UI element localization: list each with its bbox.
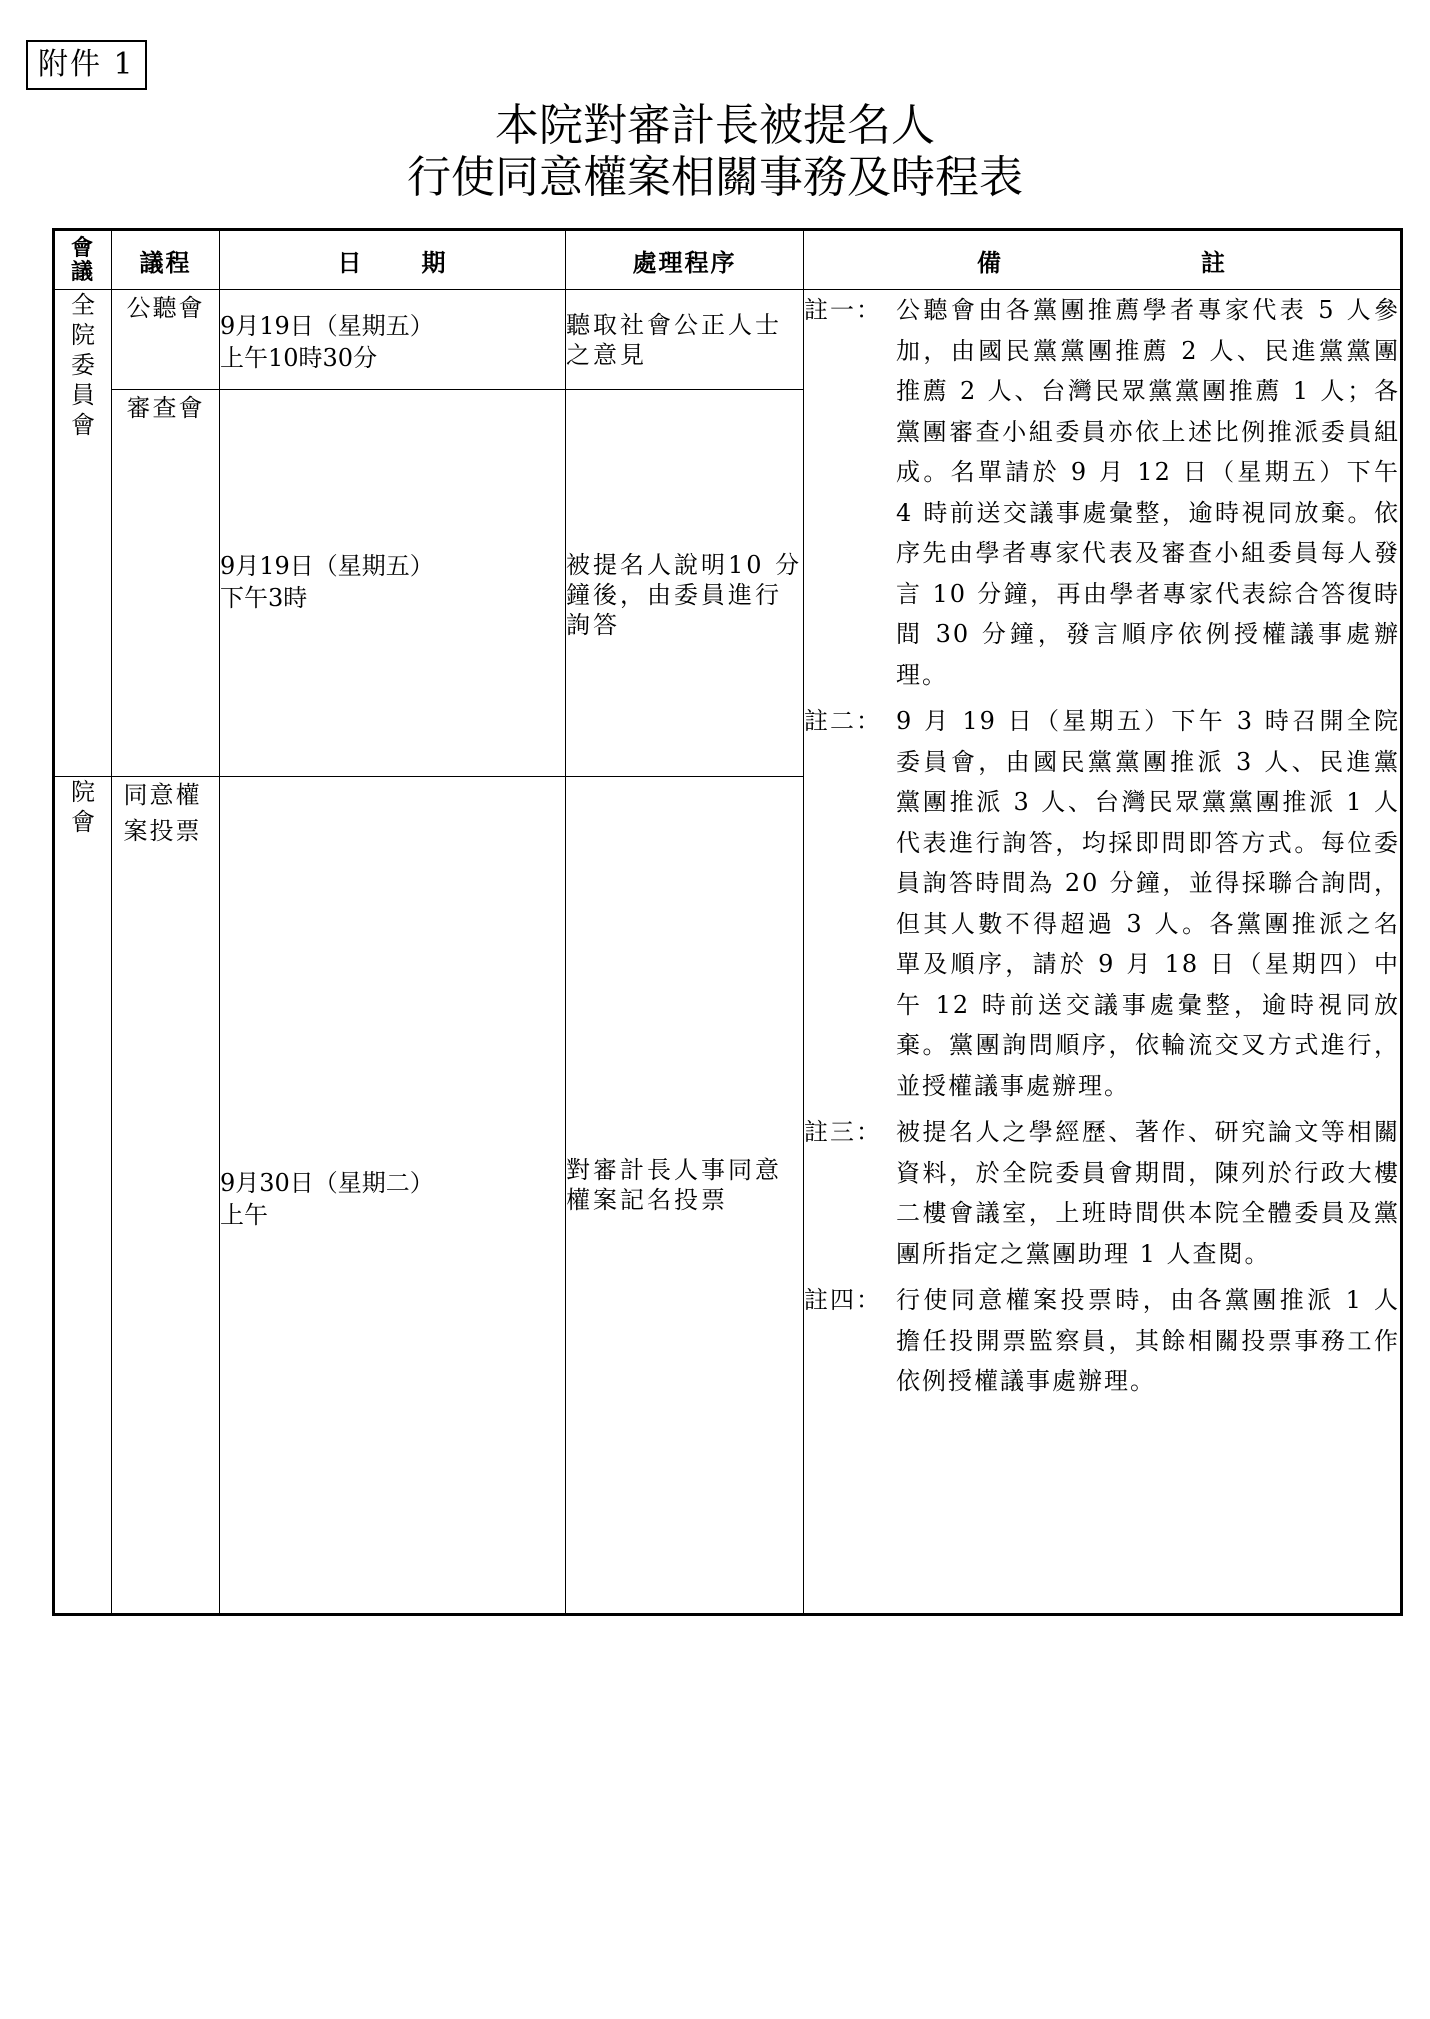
meeting-group-committee: 全院委員會	[54, 290, 112, 777]
table-header-row	[54, 230, 1402, 290]
agenda-cell: 審查會	[112, 390, 220, 777]
procedure-cell: 對審計長人事同意權案記名投票	[566, 777, 804, 1615]
note-text: 被提名人之學經歷、著作、研究論文等相關資料，於全院委員會期間，陳列於行政大樓二樓會議室，上班時間供本院全體委員及黨團所指定之黨團助理 1 人查閱。	[896, 1118, 1400, 1268]
time-line: 上午	[220, 1201, 268, 1229]
agenda-cell: 同意權案投票	[112, 777, 220, 1615]
note-2	[804, 701, 1400, 1106]
schedule-table	[52, 228, 1403, 1616]
note-1	[804, 290, 1400, 695]
header-procedure: 處理程序	[566, 230, 804, 290]
date-cell	[220, 290, 566, 390]
table-row	[54, 290, 1402, 390]
procedure-cell: 聽取社會公正人士之意見	[566, 290, 804, 390]
attachment-label: 附件 1	[26, 40, 147, 90]
procedure-cell: 被提名人說明10 分鐘後，由委員進行詢答	[566, 390, 804, 777]
time-line: 上午10時30分	[220, 344, 378, 372]
note-label: 註四：	[804, 1286, 882, 1314]
note-text: 行使同意權案投票時，由各黨團推派 1 人擔任投開票監察員，其餘相關投票事務工作依例授權議事處辦理。	[896, 1286, 1400, 1395]
note-4	[804, 1280, 1400, 1402]
header-remarks: 備註	[804, 230, 1402, 290]
date-cell	[220, 777, 566, 1615]
agenda-cell: 公聽會	[112, 290, 220, 390]
date-line: 9月19日（星期五）	[220, 312, 434, 340]
note-text: 9 月 19 日（星期五）下午 3 時召開全院委員會，由國民黨黨團推派 3 人、民進黨黨團推派 3 人、台灣民眾黨黨團推派 1 人代表進行詢答，均採即問即答方式。每位委員詢答時間為 20 分鐘，並得採聯合詢問，但其人數不得超過 3 人。各黨團推派之名單及順序，請於 9 月 18 日（星期四）中午 12 時前送交議事處彙整，逾時視同放棄。黨團詢問順序，依輪流交叉方式進行，並授權議事處辦理。	[896, 707, 1400, 1100]
document-title-line-2: 行使同意權案相關事務及時程表	[407, 152, 1023, 203]
note-text: 公聽會由各黨團推薦學者專家代表 5 人參加，由國民黨黨團推薦 2 人、民進黨黨團推薦 2 人、台灣民眾黨黨團推薦 1 人；各黨團審查小組委員亦依上述比例推派委員組成。名單請於 9 月 12 日（星期五）下午 4 時前送交議事處彙整，逾時視同放棄。依序先由學者專家代表及審查小組委員每人發言 10 分鐘，再由學者專家代表綜合答復時間 30 分鐘，發言順序依例授權議事處辦理。	[896, 296, 1400, 689]
note-label: 註一：	[804, 296, 882, 324]
time-line: 下午3時	[220, 584, 308, 612]
date-line: 9月19日（星期五）	[220, 552, 434, 580]
remarks-cell	[804, 290, 1402, 1615]
header-meeting: 會議	[54, 230, 112, 290]
date-cell	[220, 390, 566, 777]
meeting-group-plenary: 院會	[54, 777, 112, 1615]
header-date: 日期	[220, 230, 566, 290]
note-label: 註三：	[804, 1118, 882, 1146]
header-agenda: 議程	[112, 230, 220, 290]
date-line: 9月30日（星期二）	[220, 1169, 434, 1197]
note-label: 註二：	[804, 707, 882, 735]
note-3	[804, 1112, 1400, 1274]
document-title-line-1: 本院對審計長被提名人	[495, 100, 935, 151]
